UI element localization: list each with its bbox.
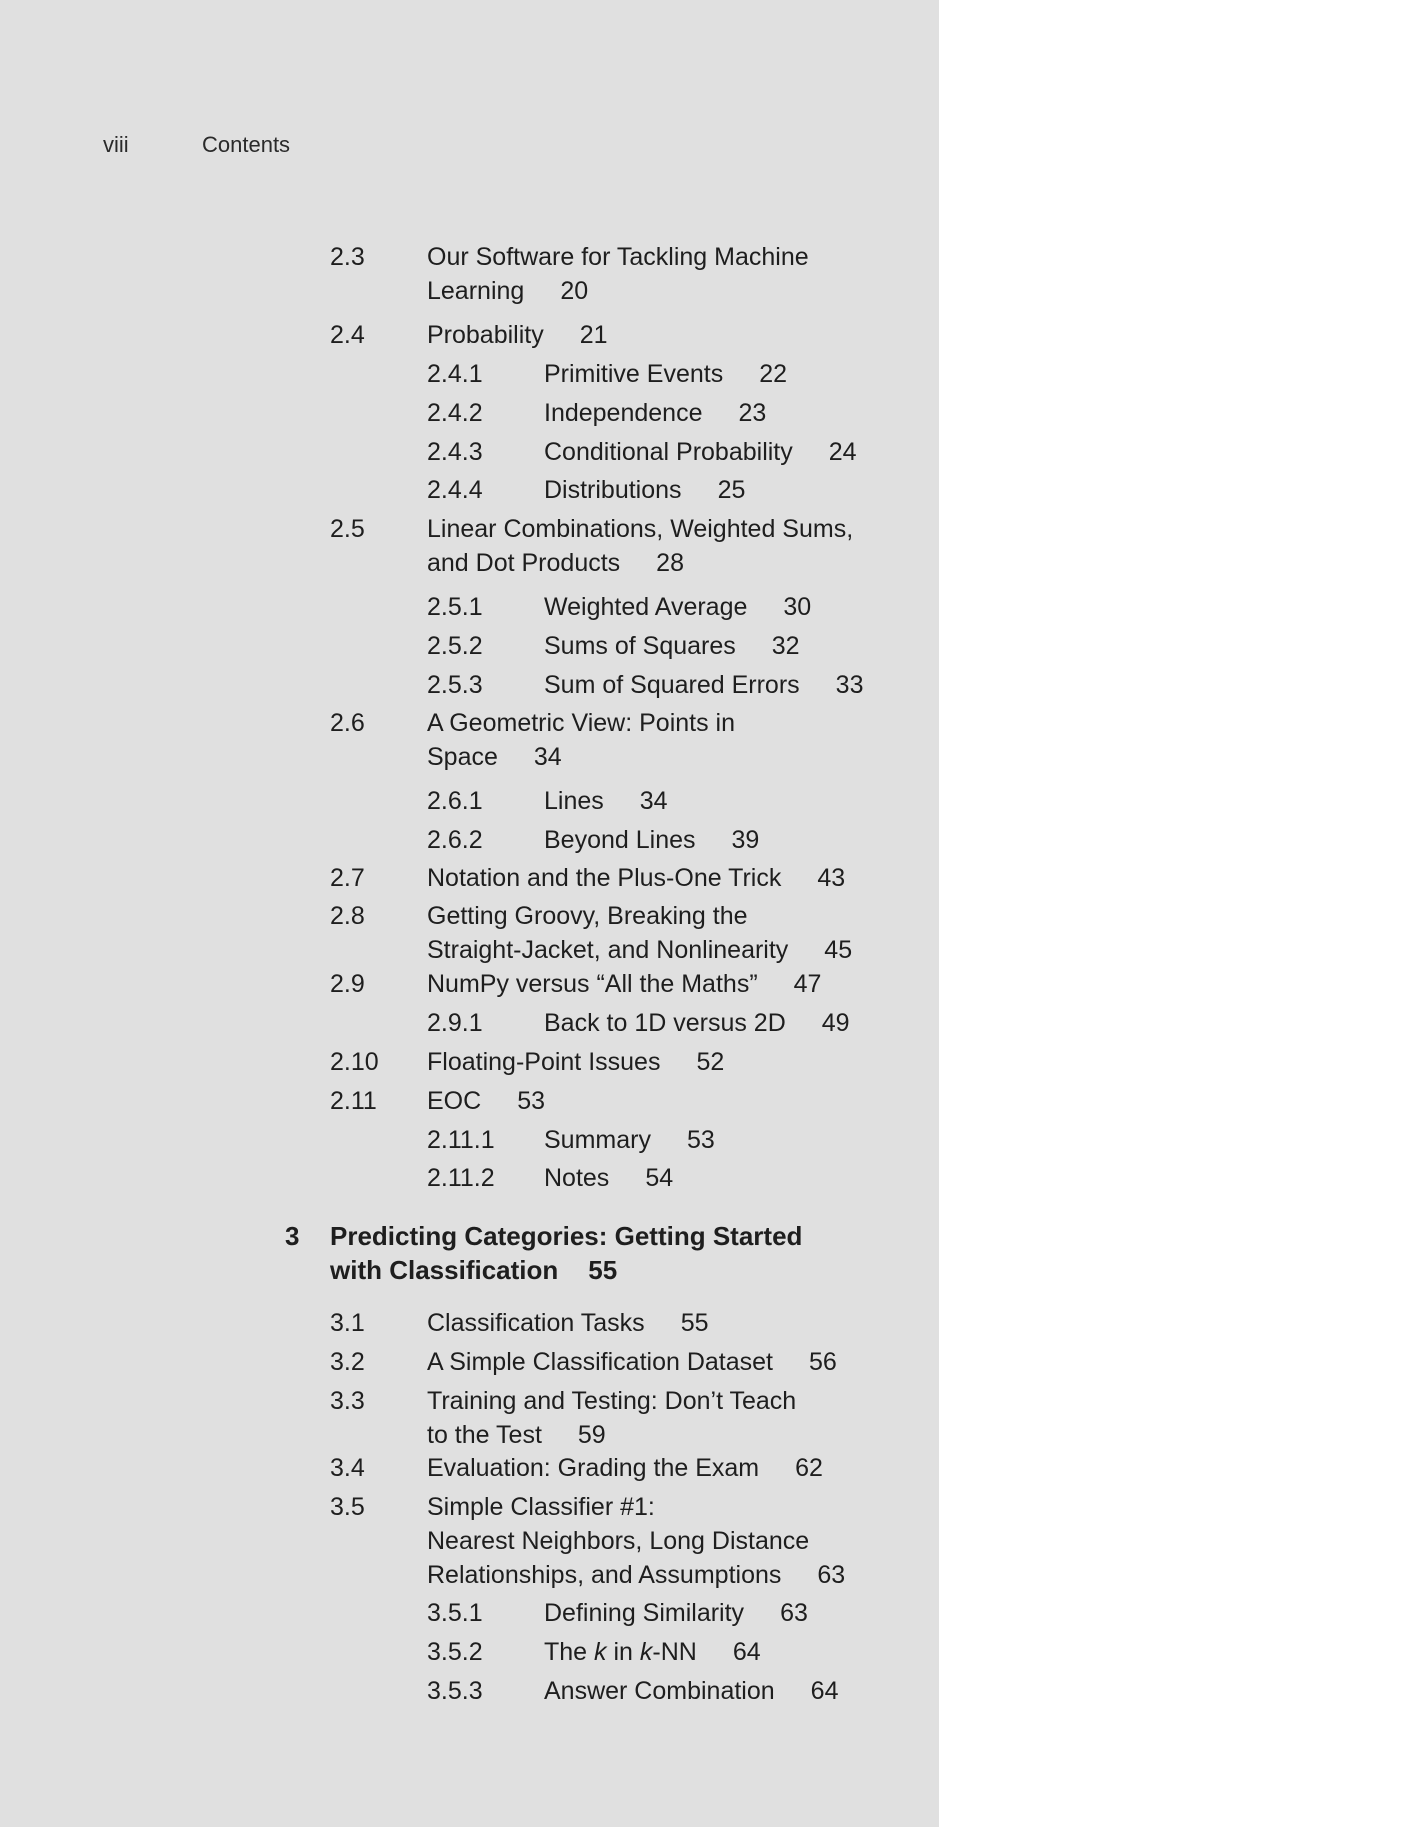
toc-number: 3.5.1 [427,1599,483,1627]
toc-title-line: Probability 21 [427,321,608,349]
toc-title [427,1306,897,1340]
toc-title-line: Evaluation: Grading the Exam 62 [427,1454,823,1482]
toc-subsection [427,396,927,430]
toc-number: 3.1 [330,1309,365,1337]
toc-title-line: Weighted Average 30 [544,593,812,621]
toc-title [544,590,964,624]
toc-title [427,1451,897,1485]
toc-title [427,240,897,308]
toc-number: 2.4.3 [427,438,483,466]
toc-title [427,512,897,580]
toc-page-number: 47 [793,970,822,998]
toc-number: 2.4.4 [427,476,483,504]
toc-title-line: to the Test 59 [427,1421,606,1449]
toc-page-number: 21 [579,321,608,349]
toc-number: 2.3 [330,243,365,271]
toc-title-line: Answer Combination 64 [544,1677,839,1705]
toc-number: 2.6 [330,709,365,737]
toc-subsection [427,1635,927,1669]
toc-subsection [427,668,927,702]
toc-subsection [427,1596,927,1630]
toc-page-number: 52 [696,1048,725,1076]
running-head-title: Contents [202,132,291,157]
toc-title-line: EOC 53 [427,1087,545,1115]
toc-title-line: Notation and the Plus-One Trick 43 [427,864,846,892]
toc-title-line: NumPy versus “All the Maths” 47 [427,970,822,998]
toc-section [330,1084,910,1118]
toc-section [330,967,910,1001]
toc-page-number: 39 [731,826,760,854]
toc-title-line: A Geometric View: Points in [427,709,736,737]
toc-title [544,473,964,507]
toc-number: 2.9.1 [427,1009,483,1037]
toc-subsection [427,1161,927,1195]
toc-title-line: Conditional Probability 24 [544,438,857,466]
toc-title-line: Space 34 [427,743,562,771]
toc-number: 2.4.1 [427,360,483,388]
toc-page-number: 55 [680,1309,709,1337]
toc-number: 3.5.2 [427,1638,483,1666]
toc-page-number: 53 [517,1087,545,1115]
toc-title-line: The k in k-NN 64 [544,1638,761,1666]
toc-title-line: Straight-Jacket, and Nonlinearity 45 [427,936,853,964]
toc-page-number: 55 [588,1255,618,1285]
toc-title [544,823,964,857]
toc-page-number: 32 [771,632,800,660]
toc-number: 2.5.2 [427,632,483,660]
toc-subsection [427,629,927,663]
toc-title-line: with Classification 55 [330,1255,618,1285]
toc-page-number: 54 [645,1164,674,1192]
toc-section [330,240,910,308]
toc-subsection [427,823,927,857]
toc-title [427,1384,897,1452]
toc-title-line: Notes 54 [544,1164,674,1192]
toc-title-line: Primitive Events 22 [544,360,788,388]
toc-page-number: 64 [732,1638,761,1666]
toc-title [427,899,897,967]
toc-number: 3.5.3 [427,1677,483,1705]
toc-subsection [427,473,927,507]
toc-title-line: Relationships, and Assumptions 63 [427,1561,846,1589]
toc-number: 2.11.1 [427,1126,495,1154]
toc-title-line: Predicting Categories: Getting Started [330,1221,803,1251]
toc-title [427,1345,897,1379]
toc-title-line: Defining Similarity 63 [544,1599,808,1627]
toc-number: 2.6.2 [427,826,483,854]
toc-title-line: Sum of Squared Errors 33 [544,671,864,699]
toc-page-number: 56 [808,1348,837,1376]
toc-title [427,1084,897,1118]
toc-title-line: Floating-Point Issues 52 [427,1048,725,1076]
toc-title [427,706,897,774]
toc-page-number: 22 [759,360,788,388]
toc-title [544,1596,964,1630]
toc-chapter [285,1219,905,1287]
toc-subsection [427,590,927,624]
toc-number: 2.11.2 [427,1164,495,1192]
toc-subsection [427,1006,927,1040]
toc-number: 2.5 [330,515,365,543]
toc-number: 3.5 [330,1493,365,1521]
toc-page-number: 43 [817,864,846,892]
toc-title [427,861,897,895]
toc-title [544,1674,964,1708]
toc-section [330,861,910,895]
toc-title-line: Getting Groovy, Breaking the [427,902,748,930]
toc-page-number: 63 [780,1599,808,1627]
toc-title-line: Distributions 25 [544,476,746,504]
page-folio: viii [103,132,129,157]
toc-page-number: 59 [577,1421,606,1449]
toc-title [427,967,897,1001]
toc-title-line: Lines 34 [544,787,668,815]
toc-page-number: 20 [560,277,589,305]
toc-title-line: Simple Classifier #1: [427,1493,655,1521]
toc-section [330,1306,910,1340]
toc-page-number: 24 [828,438,857,466]
toc-page-number: 34 [533,743,562,771]
toc-section [330,1045,910,1079]
toc-page-number: 34 [639,787,668,815]
toc-number: 3.3 [330,1387,365,1415]
toc-page-number: 64 [810,1677,839,1705]
toc-title [544,1123,964,1157]
toc-page-number: 49 [821,1009,850,1037]
toc-title [544,435,964,469]
toc-title [544,784,964,818]
toc-title-line: Independence 23 [544,399,767,427]
toc-title [544,1161,964,1195]
toc-title-line: Linear Combinations, Weighted Sums, [427,515,854,543]
toc-page-number: 62 [795,1454,823,1482]
toc-page-number: 28 [656,549,684,577]
toc-title-line: A Simple Classification Dataset 56 [427,1348,837,1376]
toc-title [544,668,964,702]
toc-number: 2.7 [330,864,365,892]
toc-number: 2.5.3 [427,671,483,699]
toc-page-number: 53 [686,1126,715,1154]
toc-page-number: 23 [738,399,767,427]
toc-section [330,899,910,967]
toc-title [427,1490,897,1592]
toc-section [330,318,910,352]
toc-title [544,1635,964,1669]
toc-title-line: Beyond Lines 39 [544,826,760,854]
toc-title-line: Back to 1D versus 2D 49 [544,1009,850,1037]
toc-subsection [427,435,927,469]
toc-title-line: Our Software for Tackling Machine [427,243,809,271]
toc-number: 2.11 [330,1087,377,1115]
toc-section [330,706,910,774]
toc-subsection [427,1123,927,1157]
toc-section [330,1345,910,1379]
toc-title-line: Learning 20 [427,277,589,305]
toc-number: 2.10 [330,1048,379,1076]
toc-number: 2.5.1 [427,593,483,621]
toc-section [330,1451,910,1485]
toc-number: 2.8 [330,902,365,930]
toc-subsection [427,357,927,391]
toc-number: 2.9 [330,970,365,998]
toc-title-line: Sums of Squares 32 [544,632,800,660]
toc-section [330,1384,910,1452]
toc-title [427,318,897,352]
toc-subsection [427,1674,927,1708]
toc-number: 2.6.1 [427,787,483,815]
toc-title [330,1219,890,1287]
toc-page-number: 33 [835,671,864,699]
toc-title [427,1045,897,1079]
toc-section [330,512,910,580]
toc-number: 3.4 [330,1454,365,1482]
toc-number: 3.2 [330,1348,365,1376]
toc-page-number: 30 [783,593,812,621]
toc-number: 2.4.2 [427,399,483,427]
toc-title [544,357,964,391]
toc-section [330,1490,910,1592]
toc-title-line: and Dot Products 28 [427,549,684,577]
toc-title-line: Nearest Neighbors, Long Distance [427,1527,810,1555]
toc-page-number: 45 [824,936,853,964]
toc-title [544,1006,964,1040]
toc-number: 2.4 [330,321,365,349]
toc-subsection [427,784,927,818]
toc-page-number: 25 [717,476,746,504]
toc-title-line: Training and Testing: Don’t Teach [427,1387,797,1415]
toc-title-line: Classification Tasks 55 [427,1309,709,1337]
toc-page-number: 63 [817,1561,846,1589]
toc-title [544,629,964,663]
toc-title [544,396,964,430]
toc-title-line: Summary 53 [544,1126,715,1154]
toc-number: 3 [285,1221,300,1251]
